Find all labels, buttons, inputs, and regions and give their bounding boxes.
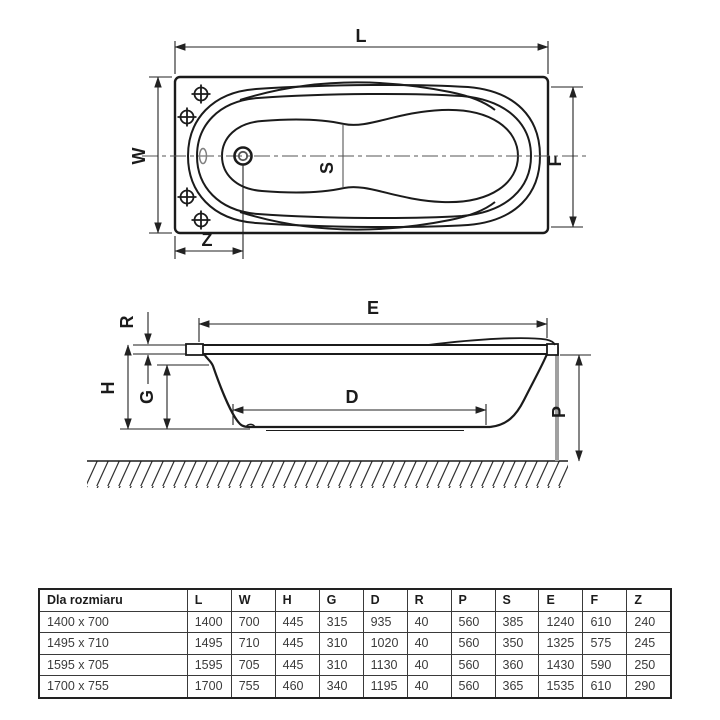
value-cell: 365	[495, 676, 539, 698]
dim-label-d: D	[345, 387, 359, 407]
table-row	[39, 611, 671, 633]
dim-column-header: G	[319, 589, 363, 611]
mounting-point-icon	[178, 108, 197, 127]
dim-label-l: L	[355, 26, 367, 46]
value-cell: 610	[583, 676, 627, 698]
headrest-profile	[428, 338, 555, 345]
table-header-row	[39, 589, 671, 611]
dim-column-header: W	[231, 589, 275, 611]
value-cell: 700	[231, 611, 275, 633]
value-cell: 1020	[363, 633, 407, 655]
dim-column-header: R	[407, 589, 451, 611]
rim-right-cap	[547, 344, 558, 355]
value-cell: 710	[231, 633, 275, 655]
top-view	[129, 26, 588, 259]
value-cell: 445	[275, 611, 319, 633]
dim-column-header: L	[187, 589, 231, 611]
dim-G	[157, 365, 209, 429]
ground-hatch	[87, 461, 568, 488]
value-cell: 1400	[187, 611, 231, 633]
dim-H	[120, 345, 250, 429]
size-cell: 1495 x 710	[39, 633, 187, 655]
dim-label-e: E	[366, 298, 380, 318]
table-row	[39, 654, 671, 676]
dim-column-header: D	[363, 589, 407, 611]
value-cell: 315	[319, 611, 363, 633]
value-cell: 1700	[187, 676, 231, 698]
mounting-point-icon	[178, 188, 197, 207]
value-cell: 460	[275, 676, 319, 698]
value-cell: 360	[495, 654, 539, 676]
dimensions-table-head	[39, 589, 671, 611]
table-row	[39, 633, 671, 655]
value-cell: 560	[451, 611, 495, 633]
value-cell: 290	[627, 676, 671, 698]
dimensions-table	[38, 588, 672, 699]
dim-label-h: H	[98, 381, 118, 395]
value-cell: 1130	[363, 654, 407, 676]
value-cell: 755	[231, 676, 275, 698]
dim-column-header: Z	[627, 589, 671, 611]
value-cell: 575	[583, 633, 627, 655]
value-cell: 590	[583, 654, 627, 676]
dim-label-g: G	[137, 389, 157, 405]
mounting-point-icon	[192, 211, 211, 230]
size-cell: 1595 x 705	[39, 654, 187, 676]
dim-label-w: W	[129, 147, 149, 165]
value-cell: 350	[495, 633, 539, 655]
dimensions-table-body	[39, 611, 671, 698]
dim-label-p: P	[549, 405, 569, 419]
value-cell: 385	[495, 611, 539, 633]
tub-right-wall	[490, 354, 547, 427]
value-cell: 560	[451, 676, 495, 698]
table-row	[39, 676, 671, 698]
value-cell: 1325	[539, 633, 583, 655]
value-cell: 1240	[539, 611, 583, 633]
dim-label-s: S	[317, 161, 337, 175]
size-cell: 1700 x 755	[39, 676, 187, 698]
value-cell: 560	[451, 654, 495, 676]
value-cell: 310	[319, 633, 363, 655]
value-cell: 560	[451, 633, 495, 655]
dim-column-header: E	[539, 589, 583, 611]
value-cell: 445	[275, 654, 319, 676]
value-cell: 245	[627, 633, 671, 655]
value-cell: 445	[275, 633, 319, 655]
mounting-point-icon	[192, 85, 211, 104]
dim-column-header: P	[451, 589, 495, 611]
dim-D	[233, 404, 486, 425]
value-cell: 705	[231, 654, 275, 676]
dim-column-header: H	[275, 589, 319, 611]
value-cell: 1430	[539, 654, 583, 676]
tub-left-wall	[204, 354, 252, 427]
size-column-header: Dla rozmiaru	[39, 589, 187, 611]
value-cell: 40	[407, 633, 451, 655]
side-view	[87, 298, 591, 488]
rim-extension-lines	[133, 345, 186, 354]
dim-label-r: R	[117, 315, 137, 329]
dim-label-z: Z	[201, 230, 213, 250]
value-cell: 40	[407, 676, 451, 698]
dim-column-header: F	[583, 589, 627, 611]
dim-W	[149, 77, 172, 233]
value-cell: 310	[319, 654, 363, 676]
value-cell: 250	[627, 654, 671, 676]
value-cell: 40	[407, 611, 451, 633]
rim-left-cap	[186, 344, 203, 355]
value-cell: 1195	[363, 676, 407, 698]
value-cell: 240	[627, 611, 671, 633]
value-cell: 1595	[187, 654, 231, 676]
value-cell: 1495	[187, 633, 231, 655]
value-cell: 1535	[539, 676, 583, 698]
value-cell: 610	[583, 611, 627, 633]
value-cell: 340	[319, 676, 363, 698]
dim-label-f: F	[545, 155, 565, 167]
value-cell: 40	[407, 654, 451, 676]
dim-column-header: S	[495, 589, 539, 611]
size-cell: 1400 x 700	[39, 611, 187, 633]
value-cell: 935	[363, 611, 407, 633]
